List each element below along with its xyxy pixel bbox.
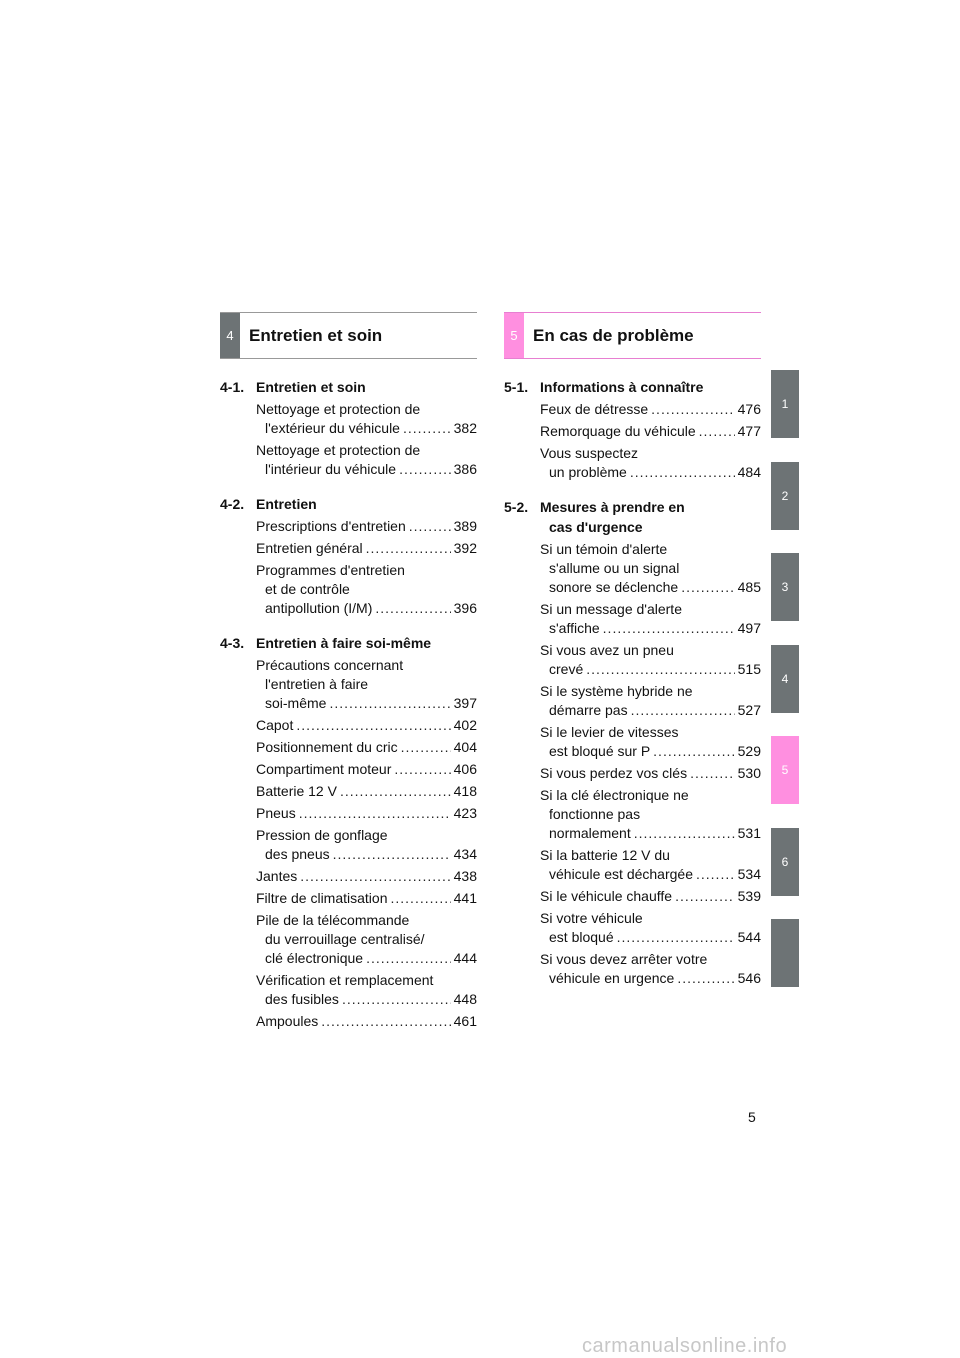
toc-entry[interactable] bbox=[540, 400, 761, 419]
toc-entry[interactable] bbox=[256, 539, 477, 558]
dot-leader bbox=[342, 990, 451, 1009]
section-title-line: Mesures à prendre en bbox=[540, 499, 685, 515]
entry-page-number: 396 bbox=[453, 600, 477, 616]
dot-leader bbox=[299, 804, 451, 823]
toc-section bbox=[504, 377, 761, 482]
entry-text-line: soi-même bbox=[265, 695, 327, 711]
entry-text-line: Positionnement du cric bbox=[256, 739, 398, 755]
entry-text-line: Entretien général bbox=[256, 540, 363, 556]
page-number: 5 bbox=[748, 1109, 756, 1125]
entry-text-line: un problème bbox=[549, 464, 627, 480]
toc-entry[interactable] bbox=[256, 826, 477, 864]
dot-leader bbox=[651, 400, 734, 419]
toc-entry[interactable] bbox=[256, 889, 477, 908]
entry-page-number: 497 bbox=[737, 620, 761, 636]
entry-text-line: Pression de gonflage bbox=[256, 827, 388, 843]
entry-final-line bbox=[540, 422, 761, 441]
dot-leader bbox=[401, 738, 451, 757]
chapter-tab-index[interactable] bbox=[771, 919, 799, 987]
entry-text-line: s'affiche bbox=[549, 620, 600, 636]
entry-text-line: Si vous perdez vos clés bbox=[540, 765, 688, 781]
entry-page-number: 484 bbox=[737, 464, 761, 480]
entry-page-number: 477 bbox=[737, 423, 761, 439]
entry-text-line: sonore se déclenche bbox=[549, 579, 679, 595]
toc-entry[interactable] bbox=[540, 600, 761, 638]
entry-final-line bbox=[256, 804, 477, 823]
dot-leader bbox=[375, 599, 450, 618]
toc-entry[interactable] bbox=[256, 760, 477, 779]
entry-text-line: Ampoules bbox=[256, 1013, 319, 1029]
section-heading bbox=[220, 377, 477, 397]
dot-leader bbox=[403, 419, 451, 438]
entry-text-line: des fusibles bbox=[265, 991, 339, 1007]
dot-leader bbox=[366, 949, 451, 968]
entry-text-line: Pneus bbox=[256, 805, 296, 821]
toc-entry[interactable] bbox=[540, 422, 761, 441]
toc-entry[interactable] bbox=[256, 971, 477, 1009]
entry-text-line: Si un témoin d'alerte bbox=[540, 541, 668, 557]
toc-entry[interactable] bbox=[540, 540, 761, 597]
dot-leader bbox=[394, 760, 450, 779]
toc-entry[interactable] bbox=[256, 867, 477, 886]
toc-entry[interactable] bbox=[256, 782, 477, 801]
toc-entry[interactable] bbox=[256, 561, 477, 618]
entry-text-line: antipollution (I/M) bbox=[265, 600, 373, 616]
entry-text-line: Précautions concernant bbox=[256, 657, 404, 673]
entry-final-line bbox=[256, 599, 477, 618]
entry-text-line: Prescriptions d'entretien bbox=[256, 518, 406, 534]
chapter-tab-3[interactable]: 3 bbox=[771, 553, 799, 621]
entry-text-line: Si vous devez arrêter votre bbox=[540, 951, 708, 967]
entry-final-line bbox=[540, 764, 761, 783]
entry-page-number: 404 bbox=[453, 739, 477, 755]
watermark: carmanualsonline.info bbox=[582, 1335, 788, 1357]
toc-section bbox=[220, 494, 477, 618]
dot-leader bbox=[653, 742, 734, 761]
entry-text-line: l'entretien à faire bbox=[265, 676, 369, 692]
toc-sections bbox=[504, 377, 761, 988]
entry-page-number: 530 bbox=[737, 765, 761, 781]
entry-final-line bbox=[540, 865, 761, 884]
entry-text-line: Programmes d'entretien bbox=[256, 562, 405, 578]
section-heading bbox=[220, 494, 477, 514]
dot-leader bbox=[409, 517, 451, 536]
dot-leader bbox=[699, 422, 735, 441]
entry-text-line: véhicule est déchargée bbox=[549, 866, 693, 882]
entry-final-line bbox=[540, 578, 761, 597]
entry-final-line bbox=[540, 701, 761, 720]
entry-text-line: et de contrôle bbox=[265, 581, 350, 597]
entry-final-line bbox=[256, 539, 477, 558]
entry-page-number: 382 bbox=[453, 420, 477, 436]
entry-text-line: est bloqué bbox=[549, 929, 614, 945]
entry-text-line: Pile de la télécommande bbox=[256, 912, 410, 928]
entry-final-line bbox=[540, 619, 761, 638]
entry-page-number: 539 bbox=[737, 888, 761, 904]
section-number: 4-3. bbox=[220, 635, 245, 651]
entry-final-line bbox=[256, 760, 477, 779]
toc-entry[interactable] bbox=[540, 682, 761, 720]
section-heading bbox=[220, 633, 477, 653]
dot-leader bbox=[586, 660, 734, 679]
entry-final-line bbox=[540, 742, 761, 761]
dot-leader bbox=[603, 619, 735, 638]
section-entries bbox=[504, 540, 761, 988]
section-heading bbox=[504, 497, 761, 537]
toc-entry[interactable] bbox=[540, 887, 761, 906]
entry-text-line: Si la batterie 12 V du bbox=[540, 847, 670, 863]
entry-page-number: 448 bbox=[453, 991, 477, 1007]
dot-leader bbox=[399, 460, 451, 479]
section-title-line: Entretien et soin bbox=[256, 379, 366, 395]
toc-entry[interactable] bbox=[540, 444, 761, 482]
chapter-tab-6[interactable]: 6 bbox=[771, 828, 799, 896]
dot-leader bbox=[690, 764, 735, 783]
entry-text-line: Si le système hybride ne bbox=[540, 683, 693, 699]
entry-final-line bbox=[540, 463, 761, 482]
entry-text-line: fonctionne pas bbox=[549, 806, 641, 822]
section-title bbox=[256, 377, 477, 397]
entry-text-line: Filtre de climatisation bbox=[256, 890, 388, 906]
entry-text-line: Feux de détresse bbox=[540, 401, 649, 417]
entry-text-line: Si la clé électronique ne bbox=[540, 787, 689, 803]
entry-page-number: 434 bbox=[453, 846, 477, 862]
section-title-line: Entretien bbox=[256, 496, 317, 512]
entry-text-line: véhicule en urgence bbox=[549, 970, 675, 986]
entry-page-number: 531 bbox=[737, 825, 761, 841]
entry-text-line: clé électronique bbox=[265, 950, 364, 966]
entry-text-line: Si vous avez un pneu bbox=[540, 642, 674, 658]
entry-final-line bbox=[256, 867, 477, 886]
toc-section bbox=[220, 633, 477, 1031]
dot-leader bbox=[366, 539, 451, 558]
section-number: 4-2. bbox=[220, 496, 245, 512]
section-entries bbox=[220, 656, 477, 1031]
entry-final-line bbox=[540, 824, 761, 843]
dot-leader bbox=[300, 867, 450, 886]
entry-text-line: Remorquage du véhicule bbox=[540, 423, 696, 439]
toc-column-chapter-5 bbox=[504, 312, 761, 1003]
entry-final-line bbox=[256, 990, 477, 1009]
entry-text-line: Compartiment moteur bbox=[256, 761, 392, 777]
entry-final-line bbox=[256, 1012, 477, 1031]
dot-leader bbox=[677, 969, 734, 988]
toc-entry[interactable] bbox=[256, 716, 477, 735]
entry-page-number: 386 bbox=[453, 461, 477, 477]
toc-entry[interactable] bbox=[540, 786, 761, 843]
toc-entry[interactable] bbox=[256, 1012, 477, 1031]
toc-sections bbox=[220, 377, 477, 1031]
entry-page-number: 389 bbox=[453, 518, 477, 534]
dot-leader bbox=[681, 578, 734, 597]
toc-entry[interactable] bbox=[540, 764, 761, 783]
toc-entry[interactable] bbox=[256, 911, 477, 968]
entry-final-line bbox=[540, 660, 761, 679]
entry-final-line bbox=[256, 460, 477, 479]
entry-page-number: 534 bbox=[737, 866, 761, 882]
entry-page-number: 402 bbox=[453, 717, 477, 733]
toc-section bbox=[220, 377, 477, 479]
dot-leader bbox=[340, 782, 451, 801]
entry-text-line: Jantes bbox=[256, 868, 298, 884]
entry-text-line: normalement bbox=[549, 825, 631, 841]
entry-text-line: Si le véhicule chauffe bbox=[540, 888, 673, 904]
section-heading bbox=[504, 377, 761, 397]
chapter-title: En cas de problème bbox=[533, 325, 694, 345]
chapter-number-badge: 5 bbox=[504, 313, 524, 358]
entry-page-number: 392 bbox=[453, 540, 477, 556]
entry-final-line bbox=[256, 949, 477, 968]
entry-final-line bbox=[256, 889, 477, 908]
chapter-number-badge: 4 bbox=[220, 313, 240, 358]
section-entries bbox=[220, 400, 477, 479]
entry-text-line: crevé bbox=[549, 661, 584, 677]
section-title bbox=[256, 494, 477, 514]
section-entries bbox=[504, 400, 761, 482]
entry-final-line bbox=[540, 928, 761, 947]
entry-page-number: 515 bbox=[737, 661, 761, 677]
chapter-tab-1[interactable]: 1 bbox=[771, 370, 799, 438]
entry-text-line: l'extérieur du véhicule bbox=[265, 420, 400, 436]
entry-final-line bbox=[540, 969, 761, 988]
toc-entry[interactable] bbox=[256, 804, 477, 823]
entry-text-line: l'intérieur du véhicule bbox=[265, 461, 397, 477]
entry-page-number: 444 bbox=[453, 950, 477, 966]
entry-text-line: Nettoyage et protection de bbox=[256, 401, 421, 417]
toc-entry[interactable] bbox=[540, 909, 761, 947]
toc-entry[interactable] bbox=[256, 738, 477, 757]
section-title-line: Entretien à faire soi-même bbox=[256, 635, 432, 651]
section-title-line: Informations à connaître bbox=[540, 379, 704, 395]
entry-page-number: 397 bbox=[453, 695, 477, 711]
section-title bbox=[540, 497, 761, 537]
entry-page-number: 441 bbox=[453, 890, 477, 906]
chapter-tab-2[interactable]: 2 bbox=[771, 462, 799, 530]
entry-page-number: 544 bbox=[737, 929, 761, 945]
dot-leader bbox=[630, 463, 735, 482]
entry-text-line: du verrouillage centralisé/ bbox=[265, 931, 425, 947]
entry-text-line: Si votre véhicule bbox=[540, 910, 643, 926]
chapter-tab-5[interactable]: 5 bbox=[771, 736, 799, 804]
entry-page-number: 418 bbox=[453, 783, 477, 799]
entry-final-line bbox=[256, 716, 477, 735]
dot-leader bbox=[333, 845, 451, 864]
toc-entry[interactable] bbox=[540, 950, 761, 988]
toc-entry[interactable] bbox=[256, 656, 477, 713]
entry-final-line bbox=[256, 419, 477, 438]
entry-text-line: Vous suspectez bbox=[540, 445, 639, 461]
entry-final-line bbox=[256, 782, 477, 801]
toc-entry[interactable] bbox=[256, 517, 477, 536]
section-title bbox=[256, 633, 477, 653]
dot-leader bbox=[631, 701, 735, 720]
entry-text-line: des pneus bbox=[265, 846, 330, 862]
toc-column-chapter-4 bbox=[220, 312, 477, 1046]
entry-text-line: Capot bbox=[256, 717, 294, 733]
dot-leader bbox=[391, 889, 451, 908]
entry-final-line bbox=[256, 845, 477, 864]
entry-final-line bbox=[256, 694, 477, 713]
chapter-header bbox=[220, 312, 477, 359]
toc-entry[interactable] bbox=[256, 441, 477, 479]
entry-text-line: est bloqué sur P bbox=[549, 743, 651, 759]
chapter-tab-4[interactable]: 4 bbox=[771, 645, 799, 713]
entry-final-line bbox=[540, 400, 761, 419]
dot-leader bbox=[634, 824, 735, 843]
entry-page-number: 546 bbox=[737, 970, 761, 986]
dot-leader bbox=[617, 928, 735, 947]
toc-entry[interactable] bbox=[540, 723, 761, 761]
entry-page-number: 406 bbox=[453, 761, 477, 777]
section-title-line: cas d'urgence bbox=[549, 519, 643, 535]
toc-entry[interactable] bbox=[540, 846, 761, 884]
entry-page-number: 529 bbox=[737, 743, 761, 759]
dot-leader bbox=[321, 1012, 450, 1031]
section-number: 5-1. bbox=[504, 379, 529, 395]
entry-page-number: 438 bbox=[453, 868, 477, 884]
toc-entry[interactable] bbox=[540, 641, 761, 679]
entry-page-number: 461 bbox=[453, 1013, 477, 1029]
entry-text-line: démarre pas bbox=[549, 702, 628, 718]
chapter-header bbox=[504, 312, 761, 359]
entry-page-number: 485 bbox=[737, 579, 761, 595]
entry-text-line: Batterie 12 V bbox=[256, 783, 337, 799]
chapter-title: Entretien et soin bbox=[249, 325, 383, 345]
section-number: 4-1. bbox=[220, 379, 245, 395]
entry-final-line bbox=[256, 517, 477, 536]
entry-text-line: Nettoyage et protection de bbox=[256, 442, 421, 458]
dot-leader bbox=[329, 694, 450, 713]
entry-final-line bbox=[256, 738, 477, 757]
dot-leader bbox=[296, 716, 450, 735]
section-number: 5-2. bbox=[504, 499, 529, 515]
toc-entry[interactable] bbox=[256, 400, 477, 438]
entry-page-number: 423 bbox=[453, 805, 477, 821]
entry-final-line bbox=[540, 887, 761, 906]
entry-page-number: 527 bbox=[737, 702, 761, 718]
entry-text-line: Si un message d'alerte bbox=[540, 601, 682, 617]
section-title bbox=[540, 377, 761, 397]
entry-page-number: 476 bbox=[737, 401, 761, 417]
toc-section bbox=[504, 497, 761, 988]
dot-leader bbox=[696, 865, 735, 884]
entry-text-line: Vérification et remplacement bbox=[256, 972, 434, 988]
entry-text-line: Si le levier de vitesses bbox=[540, 724, 679, 740]
dot-leader bbox=[675, 887, 735, 906]
section-entries bbox=[220, 517, 477, 618]
entry-text-line: s'allume ou un signal bbox=[549, 560, 680, 576]
